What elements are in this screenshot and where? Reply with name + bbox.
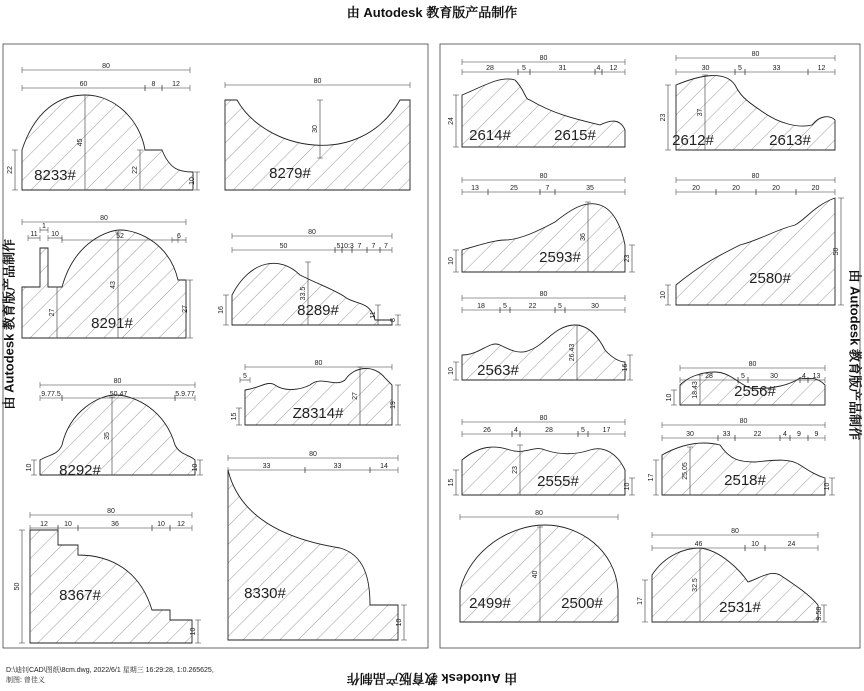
profile-2499 [460, 510, 618, 622]
dimension-label: 22 [7, 166, 14, 174]
dimension-label: 10 [189, 177, 196, 185]
dimension-label: 1 [42, 223, 46, 230]
dimension-label: 13 [471, 185, 479, 192]
dimension-label: 7 [371, 243, 376, 250]
dimension-label: 50 [14, 582, 21, 591]
profile-2580 [660, 173, 844, 305]
dimension-label: 20 [692, 185, 700, 192]
dimension-label: 10 [751, 541, 759, 548]
dimension-label: 30 [591, 303, 599, 310]
dimension-label: 9 [814, 431, 819, 438]
dimension-label: 33 [333, 463, 342, 470]
dimension-label: 45 [77, 138, 84, 147]
dimension-label: 36 [580, 233, 587, 241]
dimension-label: 18 [477, 303, 485, 310]
dimension-label: 7 [384, 243, 388, 250]
profile-code: 2531# [719, 599, 761, 616]
dimension-label: 80 [309, 451, 317, 458]
dimension-label: 6 [177, 233, 181, 240]
dimension-label: 25 [510, 185, 518, 192]
profile-code: 2613# [769, 132, 811, 149]
dimension-label: 40 [532, 570, 539, 579]
profile-outline [225, 100, 410, 190]
dimension-label: 7 [357, 243, 362, 250]
dimension-label: 46 [694, 541, 703, 548]
profile-code: 2615# [554, 127, 596, 144]
dimension-label: 80 [751, 173, 760, 180]
dimension-label: 22 [753, 431, 762, 438]
profile-code: 8292# [59, 462, 101, 479]
dimension-label: 80 [539, 415, 548, 422]
dimension-label: 80 [107, 508, 115, 515]
dimension-label: 20 [811, 185, 820, 192]
dimension-label: 80 [535, 510, 543, 517]
dimension-label: 24 [787, 541, 796, 548]
dimension-label: 9.58 [816, 606, 823, 621]
profile-2555 [448, 415, 635, 495]
dimension-label: 12 [609, 65, 618, 72]
dimension-label: 33 [772, 65, 781, 72]
dimension-label: 30 [686, 431, 694, 438]
dimension-label: 10 [448, 257, 455, 265]
dimension-label: 22 [132, 166, 139, 174]
dimension-label: 10 [396, 618, 403, 627]
watermark-right: 由 Autodesk 教育版产品制作 [847, 269, 863, 440]
profile-2518 [648, 418, 835, 495]
dimension-label: 5 [741, 373, 745, 380]
dimension-label: 18.43 [692, 381, 699, 399]
profile-code: 2580# [749, 270, 791, 287]
dimension-label: 16 [622, 363, 629, 372]
dimension-label: 80 [748, 361, 757, 368]
dimension-label: 10 [666, 393, 673, 402]
dimension-label: 9.77.5 [41, 391, 61, 398]
dimension-label: 4 [596, 65, 601, 72]
dimension-label: 33 [722, 431, 731, 438]
dimension-label: 80 [308, 229, 316, 236]
dimension-label: 28 [705, 373, 713, 380]
dimension-label: 15 [448, 478, 455, 487]
profile-code: 8289# [297, 302, 339, 319]
dimension-label: 36 [111, 521, 119, 528]
dimension-label: 23 [660, 113, 667, 122]
dimension-label: 80 [100, 215, 108, 222]
dimension-label: 80 [539, 173, 548, 180]
profile-code: 2500# [561, 595, 603, 612]
dimension-label: 35 [104, 432, 111, 440]
dimension-label: 50 [833, 247, 840, 256]
dimension-label: 43 [110, 281, 117, 289]
dimension-label: 5 [738, 65, 742, 72]
dimension-label: 27 [182, 305, 189, 313]
dimension-label: 10 [26, 463, 33, 472]
dimension-label: 10 [660, 291, 667, 299]
dimension-label: 52 [116, 233, 124, 240]
dimension-label: 15 [231, 412, 238, 421]
profile-code: 2593# [539, 249, 581, 266]
dimension-label: 50 [279, 243, 288, 250]
dimension-label: 4 [783, 431, 787, 438]
drafter-info: 制图: 曾佳义 [6, 677, 45, 684]
dimension-label: 31 [558, 65, 567, 72]
dimension-label: 24 [448, 117, 455, 125]
dimension-label: 22 [528, 303, 537, 310]
dimension-label: 10 [448, 367, 455, 375]
profile-code: 2614# [469, 127, 511, 144]
dimension-label: 80 [739, 418, 748, 425]
dimension-label: 10 [64, 521, 72, 528]
dimension-label: 5 [503, 303, 507, 310]
dimension-label: 25.05 [682, 462, 689, 480]
dimension-label: 9 [797, 431, 801, 438]
dimension-label: 10 [192, 463, 199, 472]
dimension-label: 80 [314, 360, 323, 367]
dimension-label: 80 [313, 78, 322, 85]
profile-code: 2563# [477, 362, 519, 379]
profile-code: Z8314# [292, 405, 344, 422]
watermark-left: 由 Autodesk 教育版产品制作 [1, 239, 17, 410]
dimension-label: 10 [51, 231, 59, 238]
dimension-label: 20 [772, 185, 780, 192]
dimension-label: 10 [624, 482, 631, 491]
dimension-label: 12 [172, 81, 180, 88]
profile-code: 2518# [724, 472, 766, 489]
dimension-label: 5 [336, 243, 341, 250]
dimension-label: 19 [390, 401, 397, 409]
dimension-label: 10 [824, 482, 831, 491]
dimension-label: 12 [817, 65, 826, 72]
dimension-label: 80 [539, 291, 548, 298]
profile-outline [30, 530, 192, 643]
profile-code: 2556# [734, 383, 776, 400]
file-info: D:\迪钊CAD\图纸\8cm.dwg, 2022/6/1 星期三 16:29:28, 1:0.265625, [6, 667, 214, 674]
profile-8367 [14, 508, 201, 643]
dimension-label: 28 [545, 427, 553, 434]
dimension-label: 11 [30, 231, 38, 238]
dimension-label: 10 [190, 627, 197, 636]
profile-8330 [228, 451, 407, 640]
dimension-label: 12 [40, 521, 48, 528]
dimension-label: 12 [177, 521, 185, 528]
profile-8291 [22, 215, 193, 338]
dimension-label: 30 [312, 125, 319, 133]
dimension-label: 13 [812, 373, 821, 380]
dimension-label: 16 [218, 306, 225, 314]
dimension-label: 30 [701, 65, 710, 72]
profile-code: 8291# [91, 315, 133, 332]
dimension-label: 5 [558, 303, 562, 310]
dimension-label: 8 [390, 318, 397, 322]
dimension-label: 14 [380, 463, 388, 470]
profile-8233 [7, 63, 200, 190]
dimension-label: 4 [802, 373, 806, 380]
dimension-label: 26.43 [569, 343, 576, 362]
profile-code: 8233# [34, 167, 76, 184]
dimension-label: 80 [113, 378, 122, 385]
dimension-label: 5 [581, 427, 585, 434]
dimension-label: 17 [637, 597, 644, 605]
dimension-label: 35 [586, 185, 594, 192]
dimension-label: 80 [102, 63, 110, 70]
dimension-label: 23 [512, 466, 519, 474]
dimension-label: 11 [370, 311, 377, 319]
profile-code: 2499# [469, 595, 511, 612]
dimension-label: 32.5 [692, 578, 699, 592]
dimension-label: 33.5 [300, 286, 307, 301]
dimension-label: 17 [602, 427, 611, 434]
dimension-label: 17 [648, 473, 655, 482]
profile-outline [676, 198, 835, 305]
dimension-label: 80 [731, 528, 739, 535]
watermark-top: 由 Autodesk 教育版产品制作 [346, 5, 518, 20]
dimension-label: 10:3 [340, 243, 354, 250]
profile-8279 [225, 78, 410, 190]
dimension-label: 20 [732, 185, 740, 192]
profile-2563 [448, 291, 633, 380]
dimension-label: 23 [624, 254, 631, 263]
dimension-label: 8 [151, 81, 156, 88]
profile-code: 2555# [537, 473, 579, 490]
dimension-label: 37 [697, 108, 704, 117]
dimension-label: 50.47 [109, 391, 128, 398]
dimension-label: 10 [157, 521, 165, 528]
dimension-label: 30 [770, 373, 778, 380]
dimension-label: 26 [483, 427, 491, 434]
profile-code: 8330# [244, 585, 286, 602]
dimension-label: 60 [79, 81, 88, 88]
profile-code: 8279# [269, 165, 311, 182]
dimension-label: 80 [539, 55, 548, 62]
profile-2556 [666, 361, 825, 405]
dimension-label: 80 [751, 51, 760, 58]
dimension-label: 33 [262, 463, 271, 470]
watermark-bottom: 由 Autodesk 教育版产品制作 [346, 671, 518, 686]
profile-8292 [26, 378, 203, 479]
profile-2593 [448, 173, 635, 272]
dimension-label: 27 [352, 392, 359, 400]
profile-outline [228, 470, 398, 640]
profile-code: 2612# [672, 132, 714, 149]
dimension-label: 28 [486, 65, 494, 72]
dimension-label: 27 [49, 308, 56, 317]
profile-2614 [448, 55, 625, 147]
profile-8289 [218, 229, 401, 325]
dimension-label: 5.9.77 [175, 391, 195, 398]
dimension-label: 5 [243, 373, 247, 380]
dimension-label: 5 [522, 65, 526, 72]
dimension-label: 4 [514, 427, 518, 434]
profile-Z8314 [231, 360, 401, 425]
profile-code: 8367# [59, 587, 101, 604]
profile-2612 [660, 51, 835, 150]
dimension-label: 7 [545, 185, 550, 192]
profile-2531 [637, 528, 827, 622]
